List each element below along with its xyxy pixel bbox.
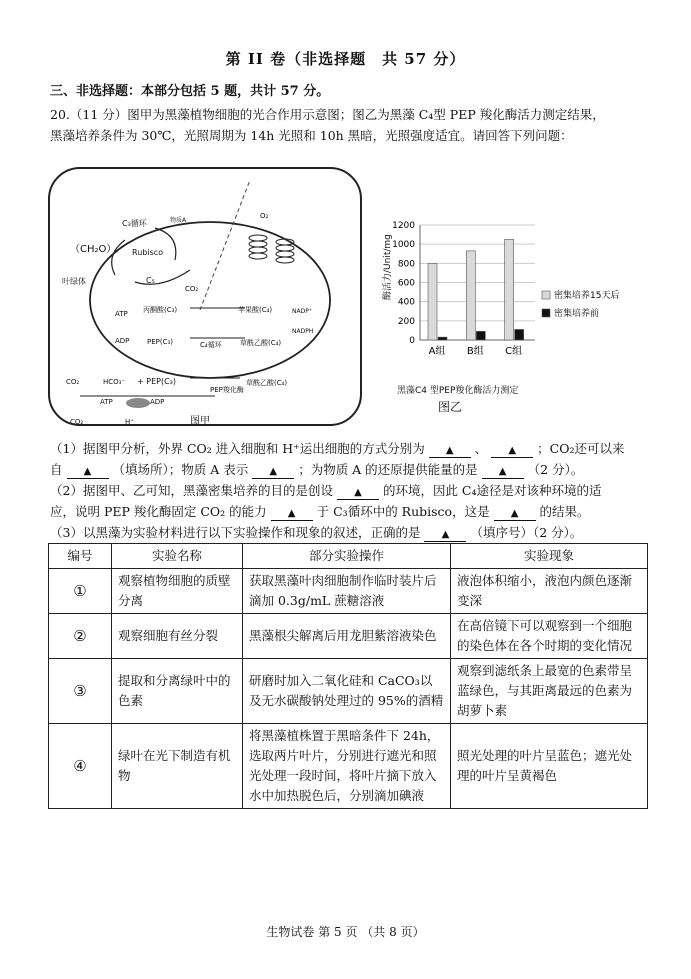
transporter-shape <box>126 398 150 408</box>
answer-blank[interactable]: ▲ <box>494 507 536 521</box>
label-nadp: NADP⁺ <box>292 308 312 315</box>
row-result: 液泡体积缩小，液泡内颜色逐渐变深 <box>451 569 648 614</box>
label-chloroplast: 叶绿体 <box>62 277 86 286</box>
chart-y-tick-label: 600 <box>397 278 415 289</box>
label-oaa-inner: 草酰乙酸(C₄) <box>240 339 282 347</box>
chart-y-tick-label: 0 <box>409 336 415 346</box>
label-atp: ATP <box>115 310 128 318</box>
q1-line2-b: （填场所）；物质 A 表示 <box>112 462 249 477</box>
label-nadph: NADPH <box>292 328 314 335</box>
label-c4-cycle: C₄循环 <box>200 341 222 349</box>
label-pep-enzyme: PEP羧化酶 <box>210 386 244 394</box>
section-heading: 三、非选择题：本部分包括 5 题，共计 57 分。 <box>50 84 330 99</box>
page-footer: 生物试卷 第 5 页 （共 8 页） <box>266 925 425 939</box>
chart-bar <box>505 239 514 340</box>
row-operation: 获取黑藻叶肉细胞制作临时装片后滴加 0.3g/mL 蔗糖溶液 <box>243 569 451 614</box>
label-co2-inner: CO₂ <box>185 285 199 293</box>
label-plus-pep: + PEP(C₃) <box>137 377 176 386</box>
row-number: ② <box>49 614 112 659</box>
label-pep: PEP(C₃) <box>147 338 174 346</box>
chart-bar <box>476 331 485 340</box>
chart-y-tick-label: 200 <box>397 316 415 327</box>
exam-section-title: 第 II 卷（非选择题 共 57 分） <box>225 50 466 68</box>
row-name: 观察植物细胞的质壁分离 <box>112 569 243 614</box>
q1-prefix: （1）据图甲分析，外界 CO₂ 进入细胞和 H⁺运出细胞的方式分别为 <box>50 441 425 456</box>
label-atp-2: ATP <box>100 398 113 406</box>
row-result: 照光处理的叶片呈蓝色；遮光处理的叶片呈黄褐色 <box>451 724 648 809</box>
row-result: 观察到滤纸条上最宽的色素带呈蓝绿色，与其距离最远的色素为胡萝卜素 <box>451 659 648 724</box>
row-name: 提取和分离绿叶中的色素 <box>112 659 243 724</box>
q2-line2-a: 应，说明 PEP 羧化酶固定 CO₂ 的能力 <box>50 504 267 519</box>
label-c5: C₅ <box>146 276 155 285</box>
label-co2-bottom: CO₂ <box>70 418 84 426</box>
row-number: ③ <box>49 659 112 724</box>
chart-bar <box>515 329 524 340</box>
thylakoid-coils <box>249 235 294 263</box>
question-1 <box>50 438 650 480</box>
chart-y-tick-label: 800 <box>397 259 415 270</box>
chart-x-tick-label: A组 <box>428 346 446 357</box>
row-operation: 黑藻根尖解离后用龙胆紫溶液染色 <box>243 614 451 659</box>
stem-line-1: 20.（11 分）图甲为黑藻植物细胞的光合作用示意图；图乙为黑藻 C₄型 PEP 羧化酶活力测定结果， <box>50 107 605 122</box>
answer-blank[interactable]: ▲ <box>429 444 471 458</box>
q1-mid: ；CO₂还可以来 <box>537 441 625 456</box>
experiment-table <box>48 543 648 809</box>
answer-blank[interactable]: ▲ <box>252 465 294 479</box>
dashed-line <box>200 180 250 310</box>
chart-bar <box>466 251 475 340</box>
row-number: ④ <box>49 724 112 809</box>
q1-line2-d: （2 分）。 <box>527 462 584 477</box>
table-row <box>49 569 648 614</box>
q1-line2-c: ；为物质 A 的还原提供能量的是 <box>298 462 478 477</box>
q2-line2-c: 的结果。 <box>539 504 590 519</box>
q3-text-a: （3）以黑藻为实验材料进行以下实验操作和现象的叙述，正确的是 <box>50 525 421 540</box>
col-header-result: 实验现象 <box>451 544 648 569</box>
chart-ylabel: 酶活力/Unit/mg <box>383 234 393 300</box>
label-c3-cycle: C₃循环 <box>122 219 147 228</box>
cycle-arrow-3 <box>135 270 190 284</box>
table-header-row <box>49 544 648 569</box>
label-pyruvate: 丙酮酸(C₃) <box>143 306 178 314</box>
row-result: 在高倍镜下可以观察到一个细胞的染色体在各个时期的变化情况 <box>451 614 648 659</box>
q3-text-b: （填序号）（2 分）。 <box>470 525 583 540</box>
table-row <box>49 659 648 724</box>
row-name: 绿叶在光下制造有机物 <box>112 724 243 809</box>
label-h-plus: H⁺ <box>125 418 134 426</box>
row-operation: 研磨时加入二氧化硅和 CaCO₃以及无水碳酸钠处理过的 95%的酒精 <box>243 659 451 724</box>
chart-y-tick-label: 400 <box>397 297 415 308</box>
answer-blank[interactable]: ▲ <box>337 486 379 500</box>
chart-bar <box>428 263 437 340</box>
chart-legend-swatch <box>542 291 550 299</box>
label-substance-a: 物质A <box>170 217 187 224</box>
label-adp-2: ADP <box>150 398 165 406</box>
q2-line1-b: 的环境，因此 C₄途径是对该种环境的适 <box>382 483 602 498</box>
answer-blank[interactable]: ▲ <box>67 465 109 479</box>
figure-b-caption: 图乙 <box>438 400 463 414</box>
question-stem <box>50 104 650 146</box>
row-operation: 将黑藻植株置于黑暗条件下 24h，选取两片叶片，分别进行遮光和照光处理一段时间，将叶片摘下放入水中加热脱色后，分别滴加碘液 <box>243 724 451 809</box>
label-malate: 苹果酸(C₄) <box>238 306 273 314</box>
chart-x-tick-label: B组 <box>466 346 484 357</box>
answer-blank[interactable]: ▲ <box>491 444 533 458</box>
row-name: 观察细胞有丝分裂 <box>112 614 243 659</box>
table-row <box>49 614 648 659</box>
figure-b-chart <box>370 210 660 440</box>
chart-legend-swatch <box>542 309 550 317</box>
chart-bar <box>438 337 447 340</box>
label-o2: O₂ <box>260 212 269 220</box>
col-header-name: 实验名称 <box>112 544 243 569</box>
chart-title: 黑藻C4 型PEP羧化酶活力测定 <box>397 386 519 396</box>
q1-line2-a: 自 <box>50 462 63 477</box>
figure-a-caption: 图甲 <box>190 416 210 427</box>
q2-line2-b: 于 C₃循环中的 Rubisco，这是 <box>316 504 490 519</box>
label-oaa-outer: 草酰乙酸(C₄) <box>246 379 288 387</box>
stem-line-2: 黑藻培养条件为 30℃，光照周期为 14h 光照和 10h 黑暗，光照强度适宜。请回答下列问题： <box>50 128 573 143</box>
answer-blank[interactable]: ▲ <box>424 528 466 542</box>
chart-legend-label: 密集培养15天后 <box>554 291 620 301</box>
table-row <box>49 724 648 809</box>
chloroplast-outline <box>90 222 330 378</box>
chart-y-tick-label: 1200 <box>392 221 415 231</box>
label-adp: ADP <box>115 337 130 345</box>
col-header-operation: 部分实验操作 <box>243 544 451 569</box>
chart-x-tick-label: C组 <box>505 346 523 357</box>
answer-blank[interactable]: ▲ <box>271 507 313 521</box>
figure-a-diagram <box>40 160 360 430</box>
label-co2-outer: CO₂ <box>66 378 80 386</box>
label-hco3: HCO₃⁻ <box>103 378 126 386</box>
col-header-number: 编号 <box>49 544 112 569</box>
label-rubisco: Rubisco <box>132 248 164 257</box>
answer-blank[interactable]: ▲ <box>482 465 524 479</box>
chart-legend-label: 密集培养前 <box>554 309 600 319</box>
chart-y-tick-label: 1000 <box>392 240 415 251</box>
question-3 <box>50 522 650 543</box>
question-2 <box>50 480 650 522</box>
q2-line1-a: （2）据图甲、乙可知，黑藻密集培养的目的是创设 <box>50 483 333 498</box>
row-number: ① <box>49 569 112 614</box>
q1-sep: 、 <box>474 441 488 456</box>
label-ch2o: （CH₂O） <box>70 244 117 255</box>
